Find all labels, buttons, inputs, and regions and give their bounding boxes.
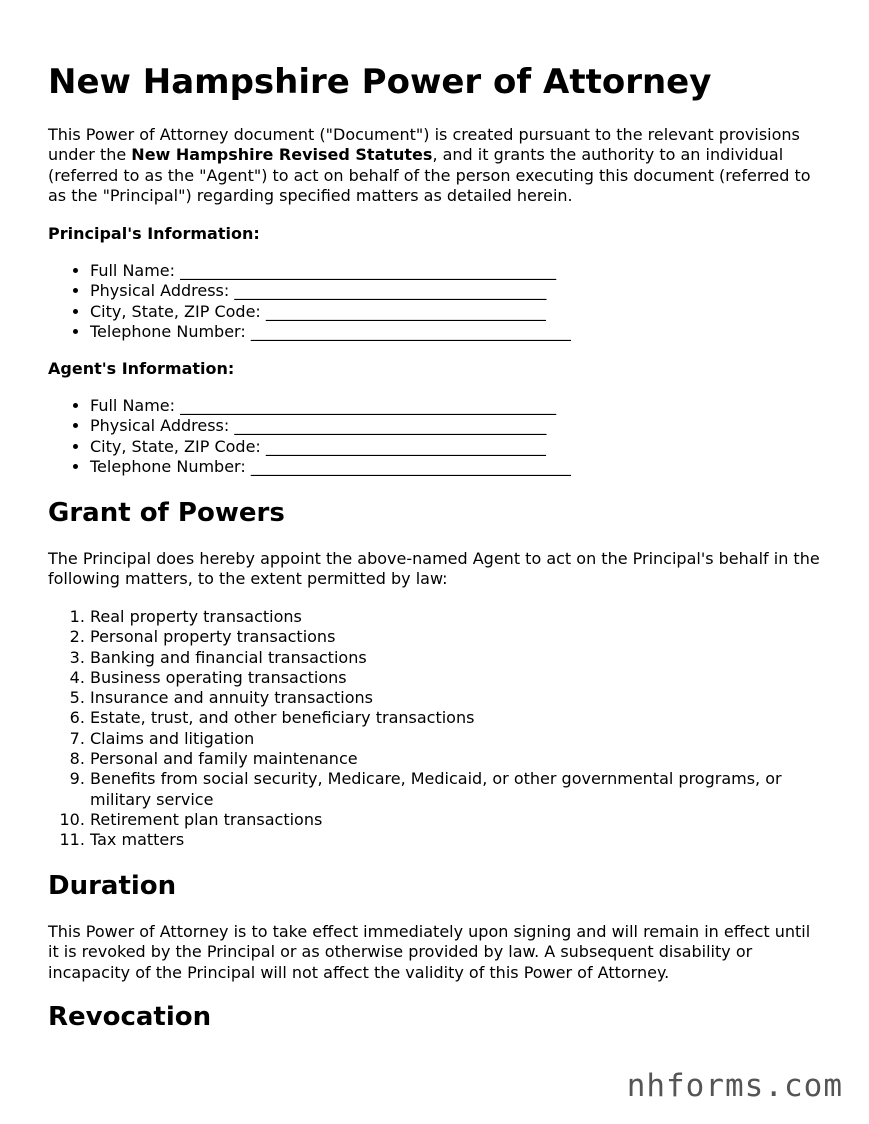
powers-list <box>48 607 830 851</box>
agent-heading: Agent's Information: <box>48 359 235 378</box>
grant-of-powers-heading: Grant of Powers <box>48 498 285 528</box>
power-item: 4. Business operating transactions <box>90 668 830 688</box>
power-item: 5. Insurance and annuity transactions <box>90 688 830 708</box>
intro-statute-name: New Hampshire Revised Statutes <box>131 145 433 165</box>
intro-text-start: This Power of Attorney document ("Document") is created pursuant to the relevant provisions under the <box>48 125 800 165</box>
duration-paragraph: This Power of Attorney is to take effect immediately upon signing and will remain in effect until it is revoked by the Principal or as otherwise provided by law. A subsequent disability or incapacity of the Principal will not affect the validity of this Power of Attorney. <box>48 922 811 982</box>
power-item: 3. Banking and financial transactions <box>90 648 830 668</box>
power-item: 7. Claims and litigation <box>90 729 830 749</box>
principal-telephone-field[interactable]: • Telephone Number: ________________________________________ <box>90 322 571 342</box>
principal-fields <box>48 261 571 342</box>
revocation-heading: Revocation <box>48 1002 212 1032</box>
principal-heading: Principal's Information: <box>48 224 260 243</box>
document-title: New Hampshire Power of Attorney <box>48 62 712 102</box>
power-item: 9. Benefits from social security, Medicare, Medicaid, or other governmental programs, or military service <box>90 769 830 810</box>
intro-paragraph <box>48 125 823 206</box>
power-item: 8. Personal and family maintenance <box>90 749 830 769</box>
agent-address-field[interactable]: • Physical Address: _______________________________________ <box>90 416 571 436</box>
agent-fields <box>48 396 571 477</box>
agent-telephone-field[interactable]: • Telephone Number: ________________________________________ <box>90 457 571 477</box>
power-item: 11. Tax matters <box>90 830 830 850</box>
agent-city-state-zip-field[interactable]: • City, State, ZIP Code: ___________________________________ <box>90 437 571 457</box>
principal-full-name-field[interactable]: • Full Name: _______________________________________________ <box>90 261 571 281</box>
power-item: 6. Estate, trust, and other beneficiary transactions <box>90 708 830 728</box>
intro-text-end: , and it grants the authority to an individual (referred to as the "Agent") to act on behalf of the person executing this document (referred to as the "Principal") regarding specified matters as detailed herein. <box>48 145 811 205</box>
duration-heading: Duration <box>48 871 177 901</box>
power-item: 2. Personal property transactions <box>90 627 830 647</box>
principal-city-state-zip-field[interactable]: • City, State, ZIP Code: ___________________________________ <box>90 302 571 322</box>
principal-address-field[interactable]: • Physical Address: _______________________________________ <box>90 281 571 301</box>
power-item: 1. Real property transactions <box>90 607 830 627</box>
grant-paragraph: The Principal does hereby appoint the above-named Agent to act on the Principal's behalf in the following matters, to the extent permitted by law: <box>48 549 820 589</box>
agent-full-name-field[interactable]: • Full Name: _______________________________________________ <box>90 396 571 416</box>
power-item: 10. Retirement plan transactions <box>90 810 830 830</box>
site-watermark: nhforms.com <box>626 1068 843 1104</box>
